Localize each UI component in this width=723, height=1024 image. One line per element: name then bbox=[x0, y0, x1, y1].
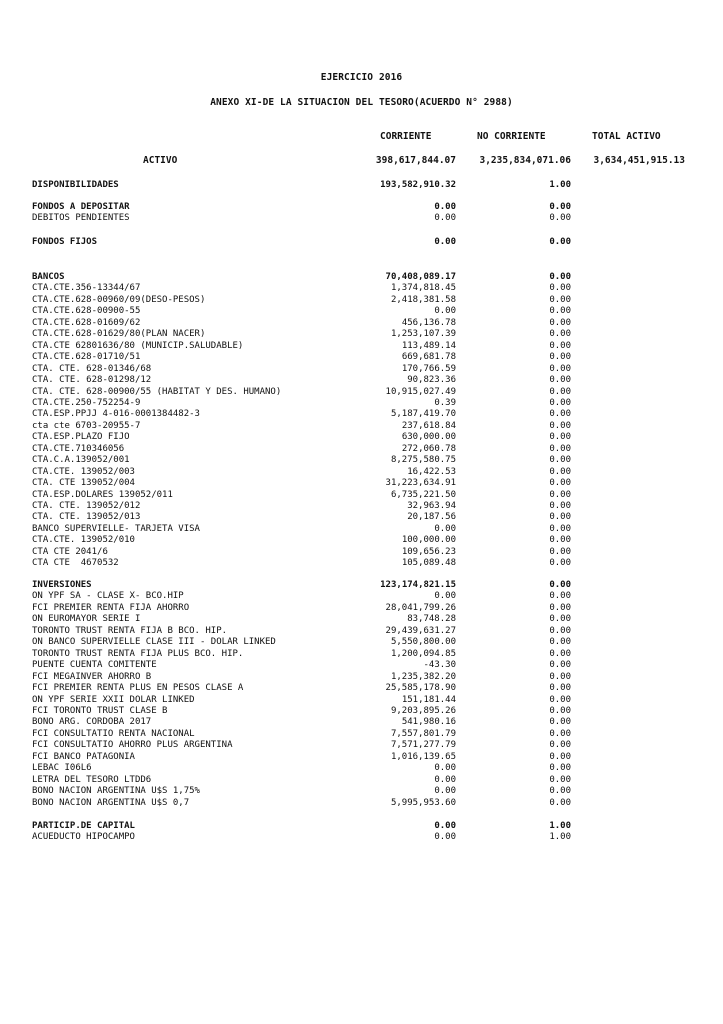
row-no-corriente: 0.00 bbox=[549, 455, 571, 466]
table-row bbox=[0, 717, 723, 728]
row-label: CTA.CTE.628-01609/62 bbox=[32, 317, 141, 328]
table-row bbox=[0, 626, 723, 637]
table-row bbox=[0, 213, 723, 224]
table-row bbox=[0, 455, 723, 466]
row-no-corriente: 0.00 bbox=[549, 478, 571, 489]
row-corriente: 456,136.78 bbox=[401, 317, 456, 328]
table-row bbox=[0, 729, 723, 740]
row-corriente: 1,374,818.45 bbox=[390, 283, 456, 294]
row-no-corriente: 0.00 bbox=[549, 329, 571, 340]
table-row bbox=[0, 352, 723, 363]
row-label: BANCO SUPERVIELLE- TARJETA VISA bbox=[32, 523, 200, 534]
row-corriente: 70,408,089.17 bbox=[385, 272, 456, 282]
row-no-corriente: 0.00 bbox=[549, 294, 571, 305]
row-no-corriente: 0.00 bbox=[549, 535, 571, 546]
row-no-corriente: 0.00 bbox=[549, 694, 571, 705]
row-label: PUENTE CUENTA COMITENTE bbox=[32, 660, 157, 671]
table-row bbox=[0, 375, 723, 386]
row-corriente: 7,571,277.79 bbox=[390, 740, 456, 751]
row-corriente: 1,253,107.39 bbox=[390, 329, 456, 340]
row-corriente: 0.39 bbox=[434, 397, 456, 408]
column-header-no-corriente: NO CORRIENTE bbox=[477, 131, 546, 142]
row-no-corriente: 1.00 bbox=[549, 832, 571, 843]
row-corriente: 10,915,027.49 bbox=[385, 386, 456, 397]
section-header-row bbox=[0, 272, 723, 283]
table-row bbox=[0, 683, 723, 694]
column-header-total-activo: TOTAL ACTIVO bbox=[592, 131, 661, 142]
table-row bbox=[0, 695, 723, 706]
row-no-corriente: 0.00 bbox=[549, 409, 571, 420]
row-label: CTA.CTE.356-13344/67 bbox=[32, 283, 141, 294]
row-no-corriente: 0.00 bbox=[549, 546, 571, 557]
table-row bbox=[0, 478, 723, 489]
table-row bbox=[0, 409, 723, 420]
row-no-corriente: 0.00 bbox=[549, 591, 571, 602]
row-label: FCI MEGAINVER AHORRO B bbox=[32, 671, 152, 682]
table-row bbox=[0, 421, 723, 432]
row-corriente: 193,582,910.32 bbox=[380, 180, 456, 190]
row-label: DEBITOS PENDIENTES bbox=[32, 213, 130, 224]
row-no-corriente: 0.00 bbox=[549, 213, 571, 224]
table-row bbox=[0, 444, 723, 455]
row-label: CTA.CTE.628-00960/09(DESO-PESOS) bbox=[32, 294, 206, 305]
row-label: CTA.ESP.PLAZO FIJO bbox=[32, 432, 130, 443]
row-corriente: 630,000.00 bbox=[401, 432, 456, 443]
row-corriente: 20,187.56 bbox=[407, 512, 456, 523]
row-label: TORONTO TRUST RENTA FIJA B BCO. HIP. bbox=[32, 625, 228, 636]
table-row bbox=[0, 306, 723, 317]
row-no-corriente: 0.00 bbox=[549, 317, 571, 328]
section-header-row bbox=[0, 580, 723, 591]
row-no-corriente: 0.00 bbox=[549, 432, 571, 443]
row-corriente: 151,181.44 bbox=[401, 694, 456, 705]
row-label: FCI CONSULTATIO RENTA NACIONAL bbox=[32, 728, 195, 739]
row-corriente: 0.00 bbox=[434, 821, 456, 831]
row-corriente: 0.00 bbox=[434, 213, 456, 224]
document-title: EJERCICIO 2016 bbox=[320, 72, 403, 83]
row-corriente: 0.00 bbox=[434, 202, 456, 212]
table-row bbox=[0, 524, 723, 535]
row-no-corriente: 0.00 bbox=[549, 306, 571, 317]
row-corriente: 0.00 bbox=[434, 832, 456, 843]
row-no-corriente: 0.00 bbox=[549, 237, 571, 247]
row-label: BANCOS bbox=[32, 272, 65, 282]
row-corriente: 105,089.48 bbox=[401, 558, 456, 569]
row-corriente: 28,041,799.26 bbox=[385, 602, 456, 613]
row-no-corriente: 1.00 bbox=[549, 180, 571, 190]
section-header-row bbox=[0, 180, 723, 191]
row-corriente: 5,187,419.70 bbox=[390, 409, 456, 420]
row-corriente: 237,618.84 bbox=[401, 420, 456, 431]
row-corriente: 0.00 bbox=[434, 523, 456, 534]
row-corriente: 541,980.16 bbox=[401, 717, 456, 728]
row-no-corriente: 0.00 bbox=[549, 705, 571, 716]
table-row bbox=[0, 603, 723, 614]
row-corriente: 5,550,800.00 bbox=[390, 637, 456, 648]
table-row bbox=[0, 706, 723, 717]
row-corriente: 669,681.78 bbox=[401, 352, 456, 363]
row-no-corriente: 0.00 bbox=[549, 660, 571, 671]
row-corriente: 2,418,381.58 bbox=[390, 294, 456, 305]
row-no-corriente: 0.00 bbox=[549, 717, 571, 728]
row-label: ON YPF SERIE XXII DOLAR LINKED bbox=[32, 694, 195, 705]
row-corriente: 123,174,821.15 bbox=[380, 580, 456, 590]
row-corriente: 5,995,953.60 bbox=[390, 797, 456, 808]
table-row bbox=[0, 364, 723, 375]
row-label: BONO ARG. CORDOBA 2017 bbox=[32, 717, 152, 728]
row-label: LETRA DEL TESORO LTDD6 bbox=[32, 774, 152, 785]
row-label: BONO NACION ARGENTINA U$S 0,7 bbox=[32, 797, 190, 808]
row-label: BONO NACION ARGENTINA U$S 1,75% bbox=[32, 786, 200, 797]
row-no-corriente: 0.00 bbox=[549, 751, 571, 762]
activo-label: ACTIVO bbox=[143, 155, 178, 166]
row-no-corriente: 0.00 bbox=[549, 272, 571, 282]
row-no-corriente: 0.00 bbox=[549, 797, 571, 808]
row-no-corriente: 0.00 bbox=[549, 420, 571, 431]
row-corriente: 31,223,634.91 bbox=[385, 478, 456, 489]
row-corriente: 100,000.00 bbox=[401, 535, 456, 546]
column-header-corriente: CORRIENTE bbox=[380, 131, 432, 142]
section-header-row bbox=[0, 821, 723, 832]
row-label: CTA.CTE.628-01710/51 bbox=[32, 352, 141, 363]
row-no-corriente: 0.00 bbox=[549, 512, 571, 523]
table-row bbox=[0, 512, 723, 523]
row-label: DISPONIBILIDADES bbox=[32, 180, 119, 190]
row-label: CTA.CTE.250-752254-9 bbox=[32, 397, 141, 408]
table-row bbox=[0, 501, 723, 512]
row-label: FCI PREMIER RENTA FIJA AHORRO bbox=[32, 602, 190, 613]
row-label: CTA. CTE. 628-01298/12 bbox=[32, 375, 152, 386]
table-row bbox=[0, 283, 723, 294]
row-corriente: 0.00 bbox=[434, 591, 456, 602]
row-corriente: 83,748.28 bbox=[407, 614, 456, 625]
row-label: CTA.CTE.710346056 bbox=[32, 443, 125, 454]
activo-total: 3,634,451,915.13 bbox=[593, 155, 685, 166]
table-row bbox=[0, 398, 723, 409]
row-no-corriente: 0.00 bbox=[549, 786, 571, 797]
row-corriente: 7,557,801.79 bbox=[390, 728, 456, 739]
row-label: TORONTO TRUST RENTA FIJA PLUS BCO. HIP. bbox=[32, 648, 244, 659]
row-label: ACUEDUCTO HIPOCAMPO bbox=[32, 832, 135, 843]
row-no-corriente: 0.00 bbox=[549, 523, 571, 534]
table-row bbox=[0, 467, 723, 478]
activo-no-corriente: 3,235,834,071.06 bbox=[479, 155, 571, 166]
table-row bbox=[0, 649, 723, 660]
table-row bbox=[0, 432, 723, 443]
row-no-corriente: 0.00 bbox=[549, 386, 571, 397]
row-label: ON BANCO SUPERVIELLE CLASE III - DOLAR LINKED bbox=[32, 637, 276, 648]
row-label: ON EUROMAYOR SERIE I bbox=[32, 614, 141, 625]
row-corriente: 32,963.94 bbox=[407, 501, 456, 511]
row-no-corriente: 0.00 bbox=[549, 614, 571, 625]
section-header-row bbox=[0, 237, 723, 248]
row-label: CTA.CTE.628-00900-55 bbox=[32, 306, 141, 317]
table-row bbox=[0, 660, 723, 671]
table-row bbox=[0, 490, 723, 501]
row-no-corriente: 0.00 bbox=[549, 340, 571, 351]
row-corriente: 0.00 bbox=[434, 237, 456, 247]
table-row bbox=[0, 547, 723, 558]
row-label: CTA. CTE. 139052/012 bbox=[32, 501, 141, 511]
row-corriente: 9,203,895.26 bbox=[390, 705, 456, 716]
row-corriente: 16,422.53 bbox=[407, 466, 456, 477]
row-label: cta cte 6703-20955-7 bbox=[32, 420, 141, 431]
row-no-corriente: 0.00 bbox=[549, 671, 571, 682]
row-label: ON YPF SA - CLASE X- BCO.HIP bbox=[32, 591, 184, 602]
row-no-corriente: 0.00 bbox=[549, 580, 571, 590]
row-label: CTA CTE 2041/6 bbox=[32, 546, 108, 557]
row-corriente: 1,200,094.85 bbox=[390, 648, 456, 659]
row-corriente: 1,016,139.65 bbox=[390, 751, 456, 762]
table-row bbox=[0, 763, 723, 774]
row-label: CTA. CTE. 628-00900/55 (HABITAT Y DES. HUMANO) bbox=[32, 386, 282, 397]
row-corriente: 25,585,178.90 bbox=[385, 683, 456, 694]
table-row bbox=[0, 672, 723, 683]
row-no-corriente: 1.00 bbox=[549, 821, 571, 831]
table-row bbox=[0, 775, 723, 786]
row-corriente: 90,823.36 bbox=[407, 375, 456, 386]
table-row bbox=[0, 387, 723, 398]
table-row bbox=[0, 614, 723, 625]
row-label: CTA.ESP.DOLARES 139052/011 bbox=[32, 489, 173, 500]
row-no-corriente: 0.00 bbox=[549, 375, 571, 386]
row-corriente: 170,766.59 bbox=[401, 363, 456, 374]
table-row bbox=[0, 341, 723, 352]
row-label: CTA.ESP.PPJJ 4-016-0001384482-3 bbox=[32, 409, 200, 420]
section-header-row bbox=[0, 202, 723, 213]
row-corriente: 272,060.78 bbox=[401, 443, 456, 454]
activo-total-row bbox=[0, 155, 723, 167]
row-label: CTA.CTE. 139052/003 bbox=[32, 466, 135, 477]
row-label: CTA.CTE 62801636/80 (MUNICIP.SALUDABLE) bbox=[32, 340, 244, 351]
row-corriente: 109,656.23 bbox=[401, 546, 456, 557]
row-label: PARTICIP.DE CAPITAL bbox=[32, 821, 135, 831]
row-corriente: 0.00 bbox=[434, 774, 456, 785]
row-no-corriente: 0.00 bbox=[549, 397, 571, 408]
row-label: INVERSIONES bbox=[32, 580, 92, 590]
row-no-corriente: 0.00 bbox=[549, 202, 571, 212]
row-no-corriente: 0.00 bbox=[549, 466, 571, 477]
row-no-corriente: 0.00 bbox=[549, 774, 571, 785]
table-row bbox=[0, 637, 723, 648]
row-no-corriente: 0.00 bbox=[549, 352, 571, 363]
row-no-corriente: 0.00 bbox=[549, 683, 571, 694]
row-label: CTA. CTE. 628-01346/68 bbox=[32, 363, 152, 374]
row-corriente: 0.00 bbox=[434, 763, 456, 774]
row-no-corriente: 0.00 bbox=[549, 602, 571, 613]
row-label: FCI TORONTO TRUST CLASE B bbox=[32, 705, 168, 716]
table-row bbox=[0, 295, 723, 306]
row-no-corriente: 0.00 bbox=[549, 501, 571, 511]
row-label: LEBAC I06L6 bbox=[32, 763, 92, 774]
row-corriente: 1,235,382.20 bbox=[390, 671, 456, 682]
row-label: FCI PREMIER RENTA PLUS EN PESOS CLASE A bbox=[32, 683, 244, 694]
row-corriente: 0.00 bbox=[434, 786, 456, 797]
activo-corriente: 398,617,844.07 bbox=[375, 155, 456, 166]
row-no-corriente: 0.00 bbox=[549, 489, 571, 500]
row-corriente: -43.30 bbox=[423, 660, 456, 671]
row-corriente: 8,275,580.75 bbox=[390, 455, 456, 466]
row-label: FCI CONSULTATIO AHORRO PLUS ARGENTINA bbox=[32, 740, 233, 751]
row-no-corriente: 0.00 bbox=[549, 648, 571, 659]
row-label: CTA. CTE. 139052/013 bbox=[32, 512, 141, 523]
row-label: FONDOS A DEPOSITAR bbox=[32, 202, 130, 212]
row-corriente: 6,735,221.50 bbox=[390, 489, 456, 500]
row-no-corriente: 0.00 bbox=[549, 625, 571, 636]
row-label: CTA.C.A.139052/001 bbox=[32, 455, 130, 466]
table-row bbox=[0, 591, 723, 602]
row-no-corriente: 0.00 bbox=[549, 283, 571, 294]
row-no-corriente: 0.00 bbox=[549, 558, 571, 569]
row-no-corriente: 0.00 bbox=[549, 728, 571, 739]
table-row bbox=[0, 752, 723, 763]
row-no-corriente: 0.00 bbox=[549, 637, 571, 648]
row-label: CTA.CTE. 139052/010 bbox=[32, 535, 135, 546]
row-no-corriente: 0.00 bbox=[549, 763, 571, 774]
table-row bbox=[0, 786, 723, 797]
row-no-corriente: 0.00 bbox=[549, 363, 571, 374]
row-label: CTA CTE 4670532 bbox=[32, 558, 119, 569]
row-label: FCI BANCO PATAGONIA bbox=[32, 751, 135, 762]
table-row bbox=[0, 798, 723, 809]
row-label: CTA. CTE 139052/004 bbox=[32, 478, 135, 489]
table-row bbox=[0, 740, 723, 751]
row-corriente: 29,439,631.27 bbox=[385, 625, 456, 636]
row-no-corriente: 0.00 bbox=[549, 443, 571, 454]
table-row bbox=[0, 535, 723, 546]
row-corriente: 113,489.14 bbox=[401, 340, 456, 351]
row-label: CTA.CTE.628-01629/80(PLAN NACER) bbox=[32, 329, 206, 340]
table-row bbox=[0, 318, 723, 329]
annex-title: ANEXO XI-DE LA SITUACION DEL TESORO(ACUERDO N° 2988) bbox=[210, 97, 513, 108]
row-label: FONDOS FIJOS bbox=[32, 237, 98, 247]
table-row bbox=[0, 558, 723, 569]
row-corriente: 0.00 bbox=[434, 306, 456, 317]
row-no-corriente: 0.00 bbox=[549, 740, 571, 751]
table-row bbox=[0, 832, 723, 843]
table-row bbox=[0, 329, 723, 340]
